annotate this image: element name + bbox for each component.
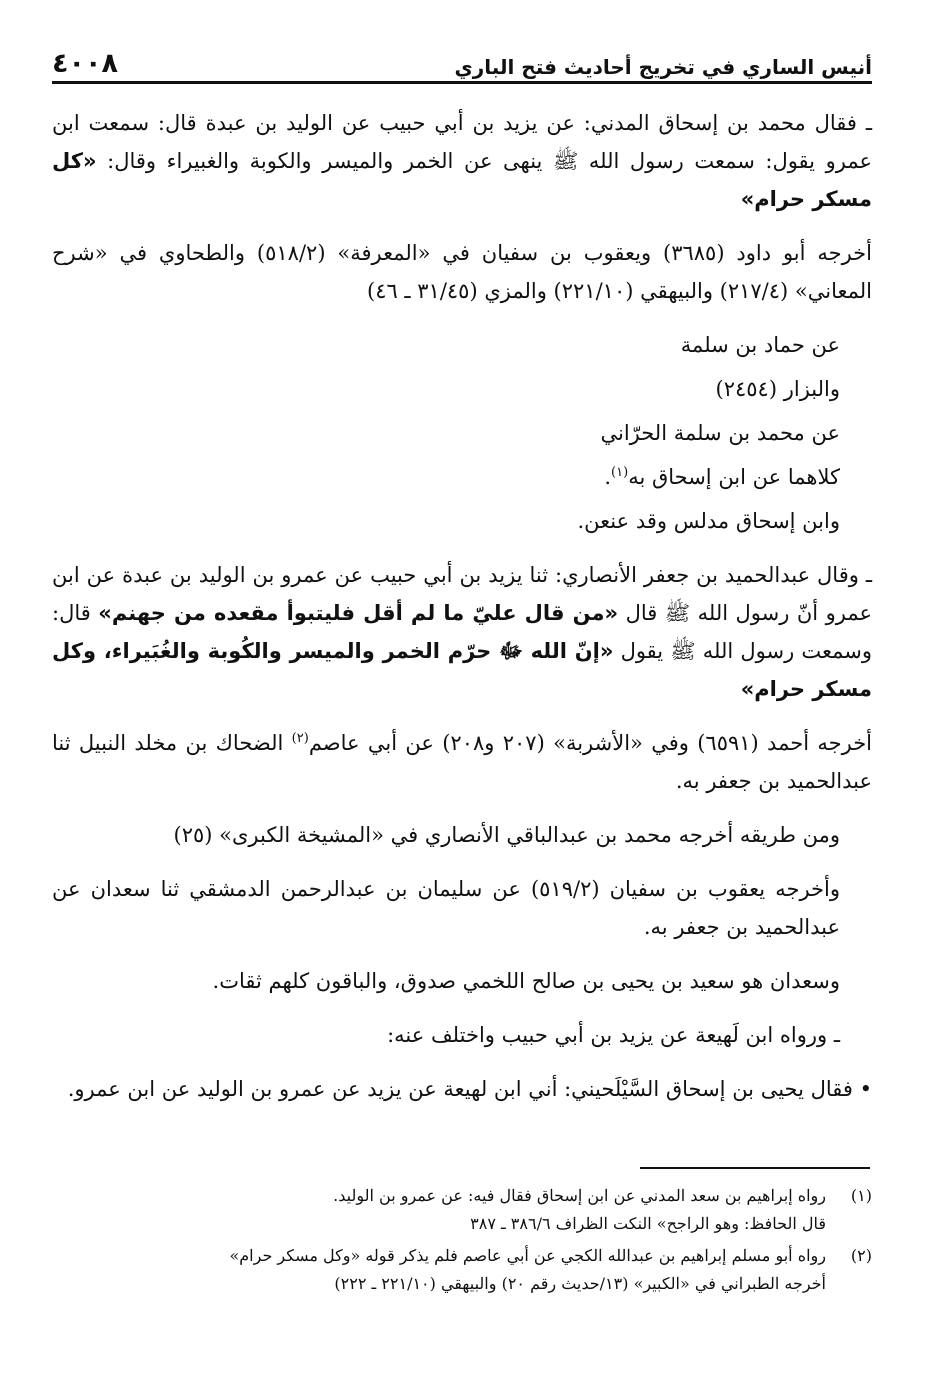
footnote-line: رواه أبو مسلم إبراهيم بن عبدالله الكجي عن أبي عاصم فلم يذكر قوله «وكل مسكر حرام» [229,1246,826,1265]
paragraph-text: ـ فقال محمد بن إسحاق المدني: عن يزيد بن أبي حبيب عن الوليد بن عبدة قال: سمعت ابن عمرو يقول: سمعت رسول الله ﷺ ينهى عن الخمر والميسر والكوبة والغبيراء وقال: [52,111,872,173]
paragraph: أخرجه أبو داود (٣٦٨٥) ويعقوب بن سفيان في «المعرفة» (٥١٨/٢) والطحاوي في «شرح المعاني» (٢١٧/٤) والبيهقي (٢٢١/١٠) والمزي (٣١/٤٥ ـ ٤٦) [52,241,872,303]
paragraph: عن محمد بن سلمة الحرّاني [600,421,840,445]
footnotes [52,1182,872,1302]
footnote-line: أخرجه الطبراني في «الكبير» (١٣/حديث رقم ٢٠) والبيهقي (٢٢١/١٠ ـ ٢٢٢) [334,1274,826,1293]
footnote-divider [640,1167,870,1169]
paragraph: • فقال يحيى بن إسحاق السَّيْلَحيني: أني ابن لهيعة عن يزيد عن عمرو بن الوليد عن ابن عمرو. [67,1077,872,1101]
running-title: أنيس الساري في تخريج أحاديث فتح الباري [454,55,872,79]
footnote-number: (١) [850,1186,872,1205]
paragraph [52,104,872,218]
paragraph: ـ ورواه ابن لَهيعة عن يزيد بن أبي حبيب واختلف عنه: [387,1023,840,1047]
paragraph: عن حماد بن سلمة [680,333,840,357]
paragraph [52,556,872,708]
paragraph: ومن طريقه أخرجه محمد بن عبدالباقي الأنصاري في «المشيخة الكبرى» (٢٥) [173,823,840,847]
paragraph: وسعدان هو سعيد بن يحيى بن صالح اللخمي صدوق، والباقون كلهم ثقات. [212,969,840,993]
footnote [52,1182,872,1238]
hadith-quote: «من قال عليّ ما لم أقل فليتبوأ مقعده من جهنم» [98,601,619,625]
page-number: ٤٠٠٨ [52,48,118,79]
paragraph-text: أخرجه أحمد (٦٥٩١) وفي «الأشربة» (٢٠٧ و٢٠٨) عن أبي عاصم [308,731,873,755]
paragraph: والبزار (٢٤٥٤) [715,377,840,401]
hadith-text: «كل مسكر حرام» [52,149,872,211]
footnote-ref: (٢) [291,731,309,746]
paragraph [52,458,872,496]
footnote-line: قال الحافظ: وهو الراجح» النكت الظراف ٣٨٦/٦ ـ ٣٨٧ [470,1214,826,1233]
footnote-number: (٢) [850,1246,872,1265]
footnote-ref: (١) [611,465,629,480]
footnote [52,1242,872,1298]
paragraph [52,724,872,800]
footnote-line: رواه إبراهيم بن سعد المدني عن ابن إسحاق فقال فيه: عن عمرو بن الوليد. [333,1186,826,1205]
main-text [52,104,872,1124]
paragraph: وأخرجه يعقوب بن سفيان (٥١٩/٢) عن سليمان بن عبدالرحمن الدمشقي ثنا سعدان عن عبدالحميد بن جعفر به. [52,877,840,939]
page-header [52,40,872,84]
paragraph-text: الضحاك بن مخلد النبيل ثنا عبدالحميد بن جعفر به. [52,731,872,793]
hadith-quote: كل مسكر حرام» [52,149,872,211]
paragraph-end: . [604,465,612,489]
paragraph: وابن إسحاق مدلس وقد عنعن. [577,509,840,533]
paragraph-text: ـ وقال عبدالحميد بن جعفر الأنصاري: ثنا يزيد بن أبي حبيب عن عمرو بن الوليد بن عبدة عن ابن عمرو أنّ رسول الله ﷺ قال [52,563,872,625]
hadith-quote: «إنّ الله ﷻ حرّم الخمر والميسر والكُوبة والغُبَيراء، وكل مسكر حرام» [52,639,872,701]
paragraph-text: كلاهما عن ابن إسحاق به [628,465,840,489]
paragraph-text: قال: وسمعت رسول الله ﷺ يقول [52,601,872,663]
